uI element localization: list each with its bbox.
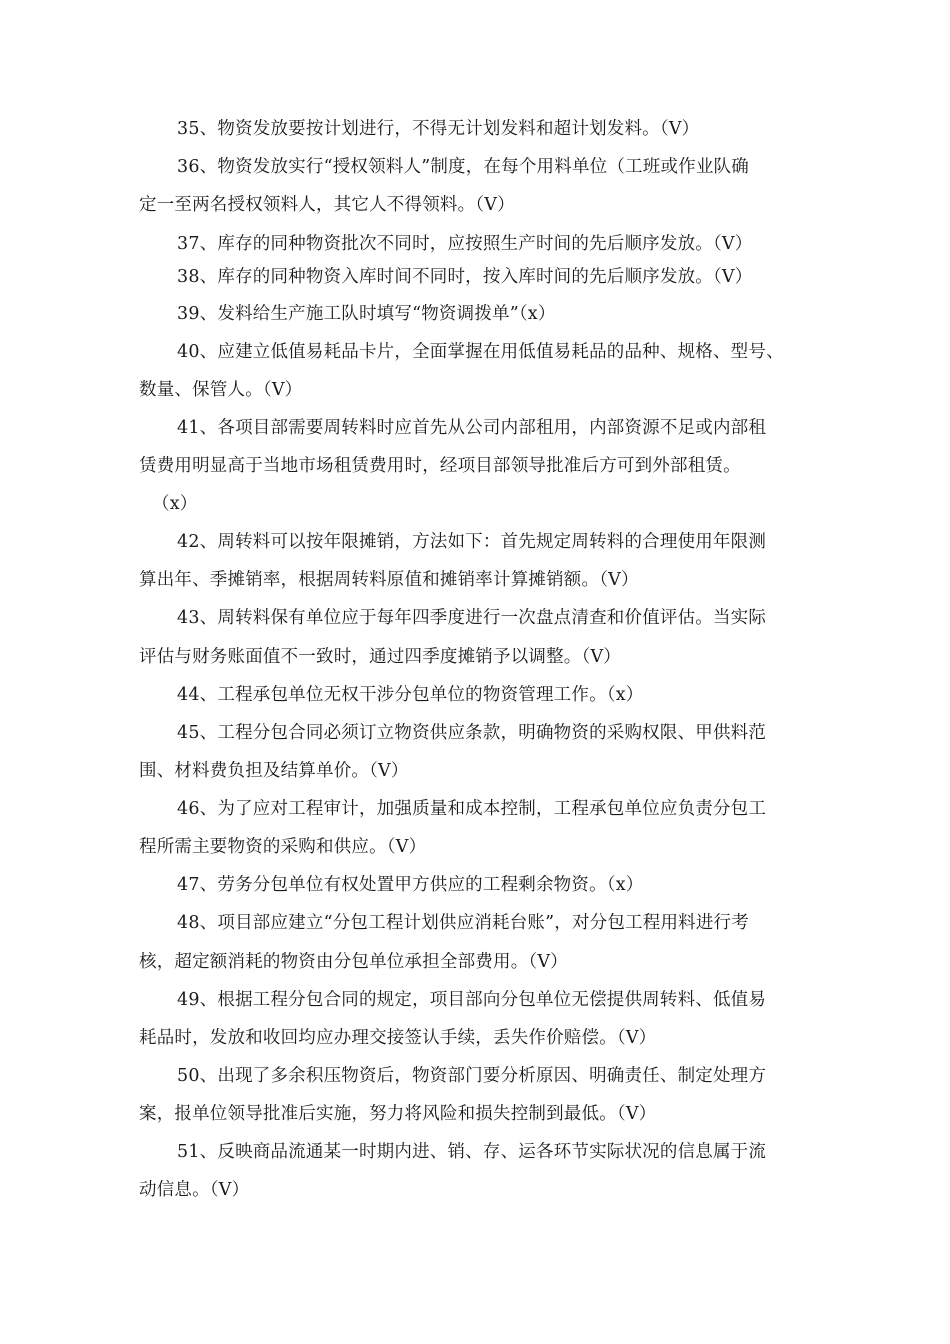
paragraph-40-line-1: 40、应建立低值易耗品卡片，全面掌握在用低值易耗品的品种、规格、型号、 <box>177 342 784 362</box>
paragraph-50-line-1: 50、出现了多余积压物资后，物资部门要分析原因、明确责任、制定处理方 <box>177 1066 767 1086</box>
paragraph-38-line-1: 38、库存的同种物资入库时间不同时，按入库时间的先后顺序发放。（V） <box>177 267 753 287</box>
paragraph-41-line-2: 赁费用明显高于当地市场租赁费用时，经项目部领导批准后方可到外部租赁。 <box>139 456 741 476</box>
paragraph-43-line-1: 43、周转料保有单位应于每年四季度进行一次盘点清查和价值评估。当实际 <box>177 608 767 628</box>
paragraph-42-line-2: 算出年、季摊销率，根据周转料原值和摊销率计算摊销额。（V） <box>139 570 639 590</box>
paragraph-36-line-1: 36、物资发放实行“授权领料人”制度，在每个用料单位（工班或作业队确 <box>177 157 749 177</box>
paragraph-40-line-2: 数量、保管人。（V） <box>139 380 303 400</box>
paragraph-51-line-2: 动信息。（V） <box>139 1180 250 1200</box>
paragraph-50-line-2: 案，报单位领导批准后实施，努力将风险和损失控制到最低。（V） <box>139 1104 657 1124</box>
paragraph-42-line-1: 42、周转料可以按年限摊销，方法如下：首先规定周转料的合理使用年限测 <box>177 532 767 552</box>
paragraph-48-line-2: 核，超定额消耗的物资由分包单位承担全部费用。（V） <box>139 952 568 972</box>
paragraph-51-line-1: 51、反映商品流通某一时期内进、销、存、运各环节实际状况的信息属于流 <box>177 1142 767 1162</box>
paragraph-35-line-1: 35、物资发放要按计划进行，不得无计划发料和超计划发料。（V） <box>177 119 700 139</box>
paragraph-46-line-2: 程所需主要物资的采购和供应。（V） <box>139 837 427 857</box>
paragraph-46-line-1: 46、为了应对工程审计，加强质量和成本控制，工程承包单位应负责分包工 <box>177 799 767 819</box>
paragraph-41-line-3: （x） <box>152 494 198 514</box>
paragraph-36-line-2: 定一至两名授权领料人，其它人不得领料。（V） <box>139 195 515 215</box>
paragraph-49-line-2: 耗品时，发放和收回均应办理交接签认手续，丢失作价赔偿。（V） <box>139 1028 657 1048</box>
paragraph-37-line-1: 37、库存的同种物资批次不同时，应按照生产时间的先后顺序发放。（V） <box>177 234 753 254</box>
paragraph-41-line-1: 41、各项目部需要周转料时应首先从公司内部租用，内部资源不足或内部租 <box>177 418 767 438</box>
paragraph-44-line-1: 44、工程承包单位无权干涉分包单位的物资管理工作。（x） <box>177 685 644 705</box>
paragraph-48-line-1: 48、项目部应建立“分包工程计划供应消耗台账”，对分包工程用料进行考 <box>177 913 749 933</box>
paragraph-45-line-2: 围、材料费负担及结算单价。（V） <box>139 761 409 781</box>
paragraph-49-line-1: 49、根据工程分包合同的规定，项目部向分包单位无偿提供周转料、低值易 <box>177 990 767 1010</box>
paragraph-47-line-1: 47、劳务分包单位有权处置甲方供应的工程剩余物资。（x） <box>177 875 644 895</box>
paragraph-39-line-1: 39、发料给生产施工队时填写“物资调拨单”（x） <box>177 304 556 324</box>
paragraph-45-line-1: 45、工程分包合同必须订立物资供应条款，明确物资的采购权限、甲供料范 <box>177 723 767 743</box>
paragraph-43-line-2: 评估与财务账面值不一致时，通过四季度摊销予以调整。（V） <box>139 647 621 667</box>
